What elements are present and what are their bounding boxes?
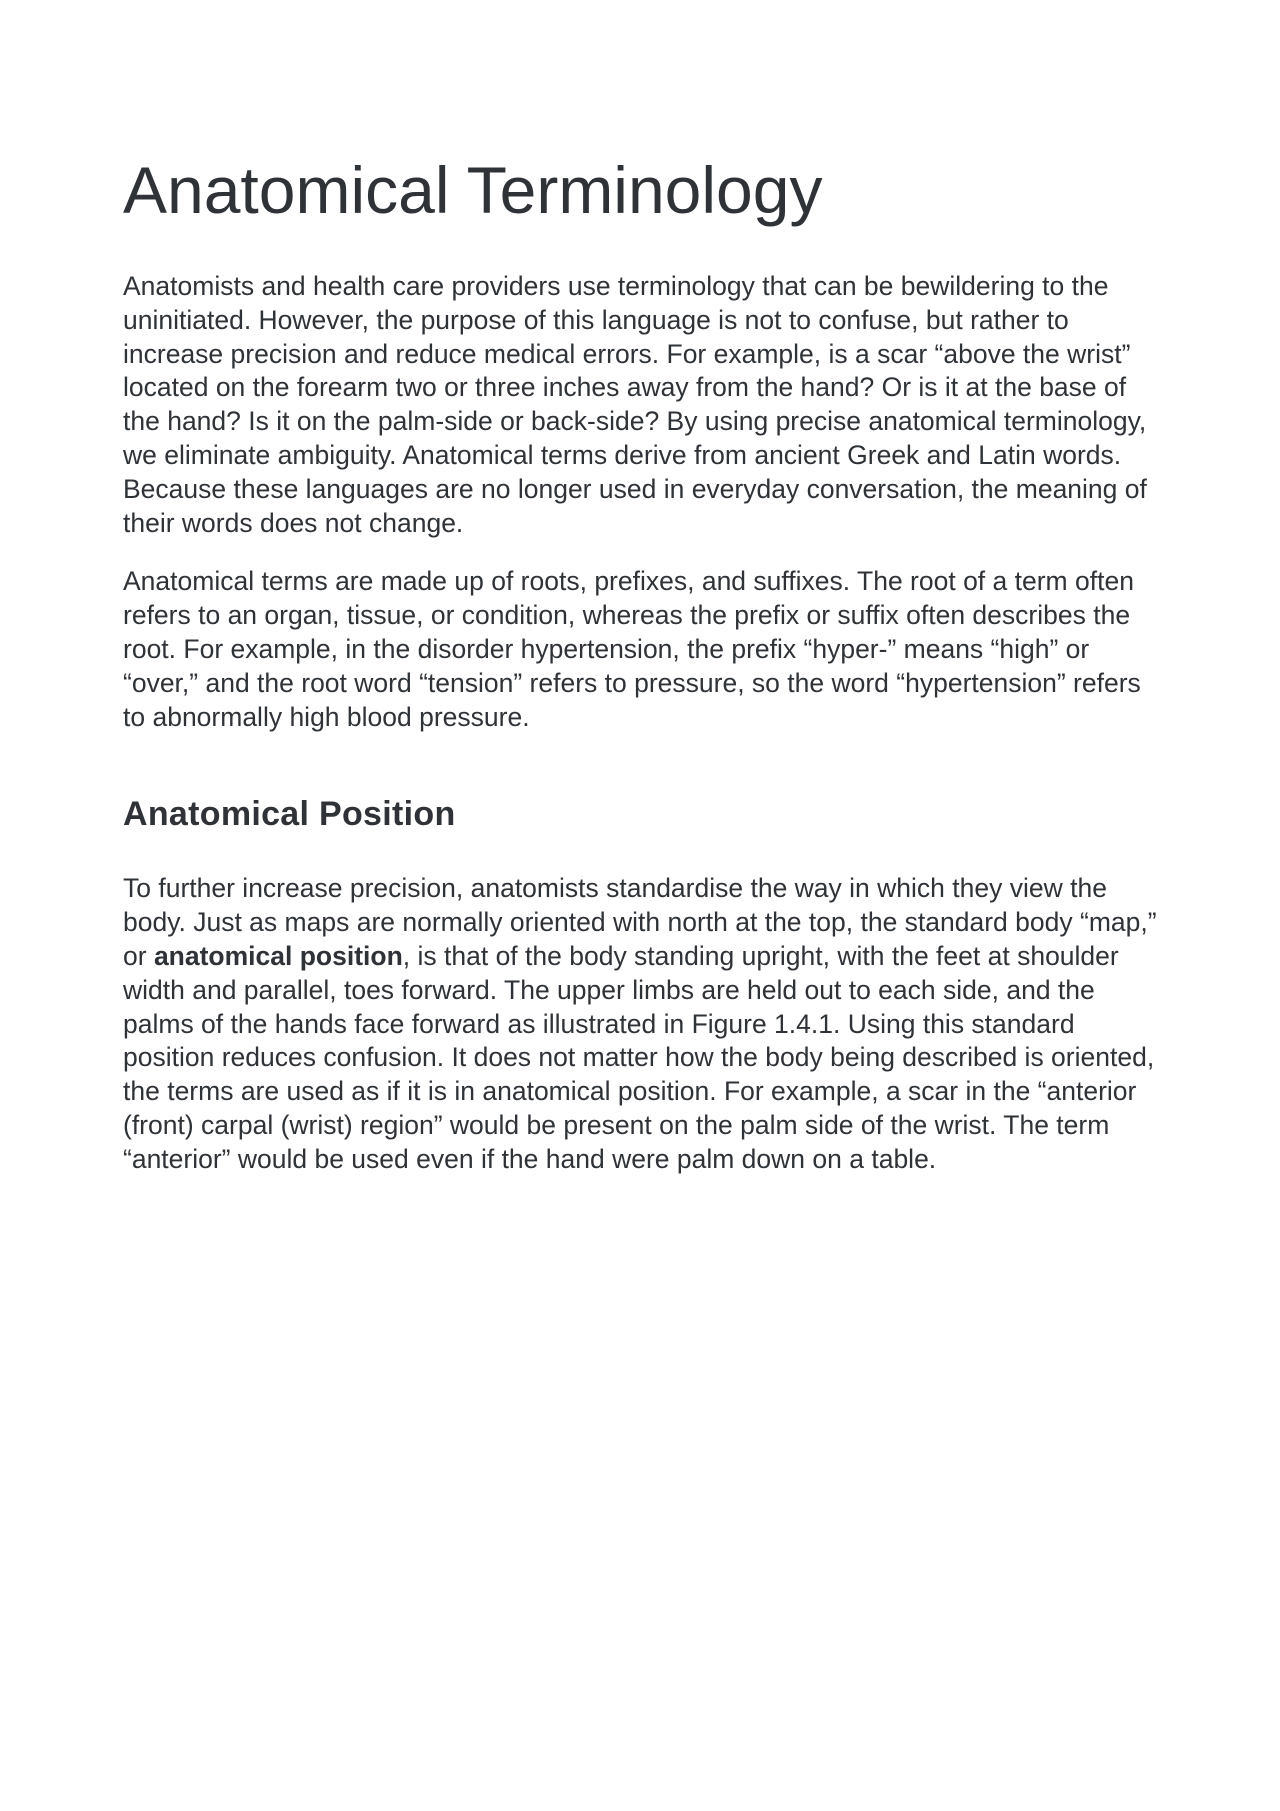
bold-term: anatomical position	[153, 940, 403, 971]
terms-paragraph: Anatomical terms are made up of roots, prefixes, and suffixes. The root of a term often refers to an organ, tissue, or condition, whereas the prefix or suffix often describes the root. For example, in the disorder hypertension, the prefix “hyper-” means “high” or “over,” and the root word “tension” refers to pressure, so the word “hypertension” refers to abnormally high blood pressure.	[123, 566, 1141, 732]
document-page	[123, 150, 1168, 1202]
anatomical-position-paragraph	[123, 872, 1168, 1176]
section-heading: Anatomical Position	[123, 795, 456, 834]
paragraph-text-end: , is that of the body standing upright, with the feet at shoulder width and parallel, toes forward. The upper limbs are held out to each side, and the palms of the hands face forward as illustrated in Figure 1.4.1. Using this standard position reduces confusion. It does not matter how the body being described is oriented, the terms are used as if it is in anatomical position. For example, a scar in the “anterior (front) carpal (wrist) region” would be present on the palm side of the wrist. The term “anterior” would be used even if the hand were palm down on a table.	[123, 940, 1155, 1174]
intro-paragraph: Anatomists and health care providers use terminology that can be bewildering to the uninitiated. However, the purpose of this language is not to confuse, but rather to increase precision and reduce medical errors. For example, is a scar “above the wrist” located on the forearm two or three inches away from the hand? Or is it at the base of the hand? Is it on the palm-side or back-side? By using precise anatomical terminology, we eliminate ambiguity. Anatomical terms derive from ancient Greek and Latin words. Because these languages are no longer used in everyday conversation, the meaning of their words does not change.	[123, 271, 1147, 538]
page-title: Anatomical Terminology	[123, 153, 823, 227]
paragraph-text-start: To further increase precision, anatomists standardise the way in which they view the body. Just as maps are normally oriented with north at the top, the standard body “map,” or	[123, 873, 1157, 971]
